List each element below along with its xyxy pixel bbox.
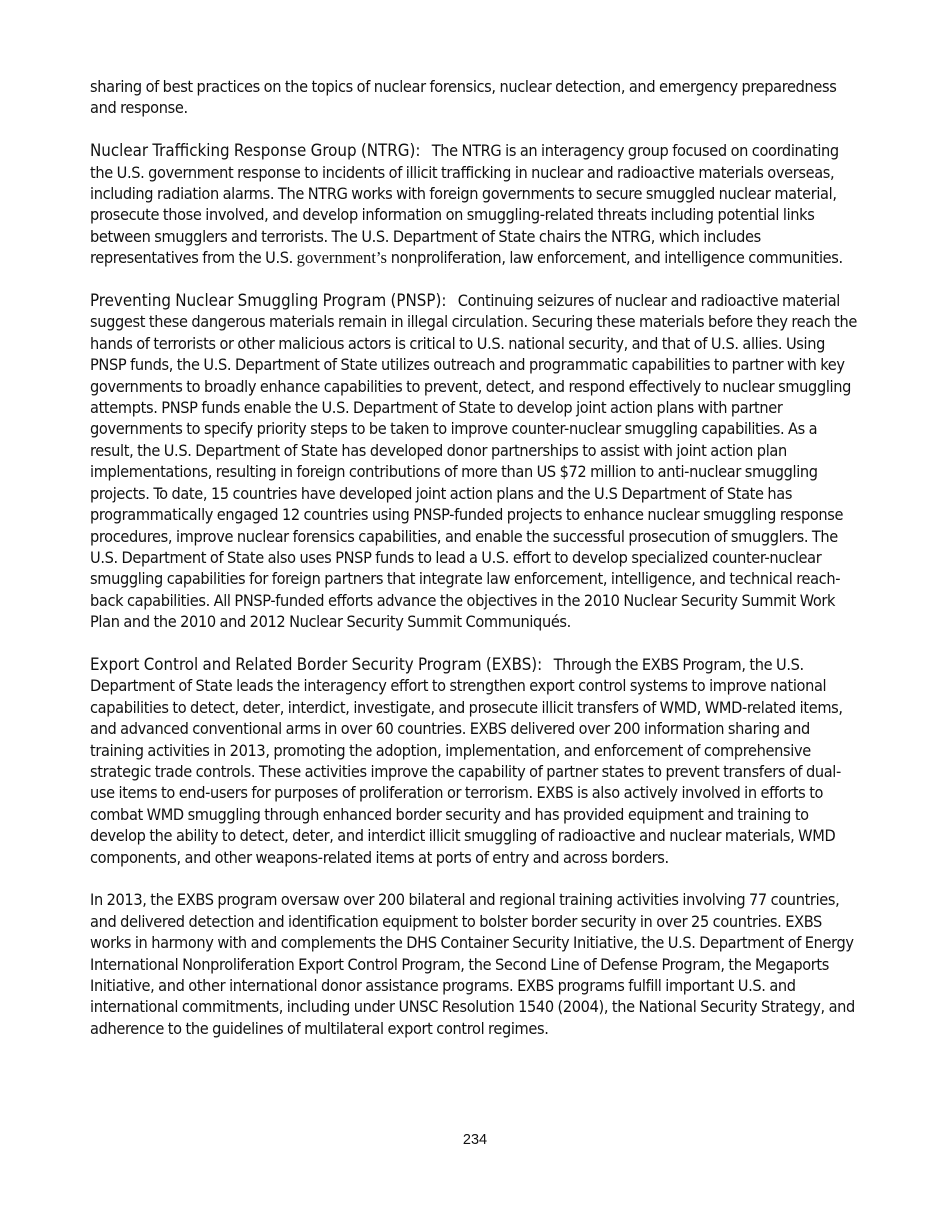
paragraph-text: sharing of best practices on the topics of nuclear forensics, nuclear detection, and emergency preparedness and response. <box>90 77 837 118</box>
paragraph-intro-tail <box>90 76 864 119</box>
pnsp-body: Continuing seizures of nuclear and radioactive material suggest these dangerous materials remain in illegal circulation. Securing these materials before they reach the hands of terrorists or other malicious actors is critical to U.S. national security, and that of U.S. allies. Using PNSP funds, the U.S. Department of State utilizes outreach and programmatic capabilities to partner with key governments to broadly enhance capabilities to prevent, detect, and respond effectively to nuclear smuggling attempts. PNSP funds enable the U.S. Department of State to develop joint action plans with partner governments to specify priority steps to be taken to improve counter-nuclear smuggling capabilities. As a result, the U.S. Department of State has developed donor partnerships to assist with joint action plan implementations, resulting in foreign contributions of more than US $72 million to anti-nuclear smuggling projects. To date, 15 countries have developed joint action plans and the U.S Department of State has programmatically engaged 12 countries using PNSP-funded projects to enhance nuclear smuggling response procedures, improve nuclear forensics capabilities, and enable the successful prosecution of smugglers. The U.S. Department of State also uses PNSP funds to lead a U.S. effort to develop specialized counter-nuclear smuggling capabilities for foreign partners that integrate law enforcement, intelligence, and technical reach-back capabilities. All PNSP-funded efforts advance the objectives in the 2010 Nuclear Security Summit Work Plan and the 2010 and 2012 Nuclear Security Summit Communiqués. <box>90 291 858 632</box>
exbs-heading: Export Control and Related Border Security Program (EXBS): <box>90 653 543 674</box>
paragraph-ntrg <box>90 140 864 268</box>
exbs-body: Through the EXBS Program, the U.S. Department of State leads the interagency effort to strengthen export control systems to improve national capabilities to detect, deter, interdict, investigate, and prosecute illicit transfers of WMD, WMD-related items, and advanced conventional arms in over 60 countries. EXBS delivered over 200 information sharing and training activities in 2013, promoting the adoption, implementation, and enforcement of comprehensive strategic trade controls. These activities improve the capability of partner states to prevent transfers of dual-use items to end-users for purposes of proliferation or terrorism. EXBS is also actively involved in efforts to combat WMD smuggling through enhanced border security and has provided equipment and training to develop the ability to detect, deter, and interdict illicit smuggling of radioactive and nuclear materials, WMD components, and other weapons-related items at ports of entry and across borders. <box>90 654 843 867</box>
ntrg-body-part2: nonproliferation, law enforcement, and intelligence communities. <box>390 248 843 268</box>
exbs-2013-text: In 2013, the EXBS program oversaw over 200 bilateral and regional training activities involving 77 countries, and delivered detection and identification equipment to bolster border security in over 25 countries. EXBS works in harmony with and complements the DHS Container Security Initiative, the U.S. Department of Energy International Nonproliferation Export Control Program, the Second Line of Defense Program, the Megaports Initiative, and other international donor assistance programs. EXBS programs fulfill important U.S. and international commitments, including under UNSC Resolution 1540 (2004), the National Security Strategy, and adherence to the guidelines of multilateral export control regimes. <box>90 890 855 1038</box>
ntrg-body-part1: The NTRG is an interagency group focused on coordinating the U.S. government response to incidents of illicit trafficking in nuclear and radioactive materials overseas, including radiation alarms. The NTRG works with foreign governments to secure smuggled nuclear material, prosecute those involved, and develop information on smuggling-related threats including potential links between smugglers and terrorists. The U.S. Department of State chairs the NTRG, which includes representatives from the U.S. <box>90 141 839 268</box>
page-number: 234 <box>462 1132 488 1148</box>
ntrg-body-serif-word: government’s <box>296 248 387 268</box>
paragraph-pnsp <box>90 290 864 633</box>
document-page <box>90 76 864 1061</box>
pnsp-heading: Preventing Nuclear Smuggling Program (PNSP): <box>90 290 447 311</box>
ntrg-heading: Nuclear Trafficking Response Group (NTRG): <box>90 140 421 161</box>
paragraph-exbs-2013 <box>90 889 864 1039</box>
paragraph-exbs <box>90 654 864 868</box>
